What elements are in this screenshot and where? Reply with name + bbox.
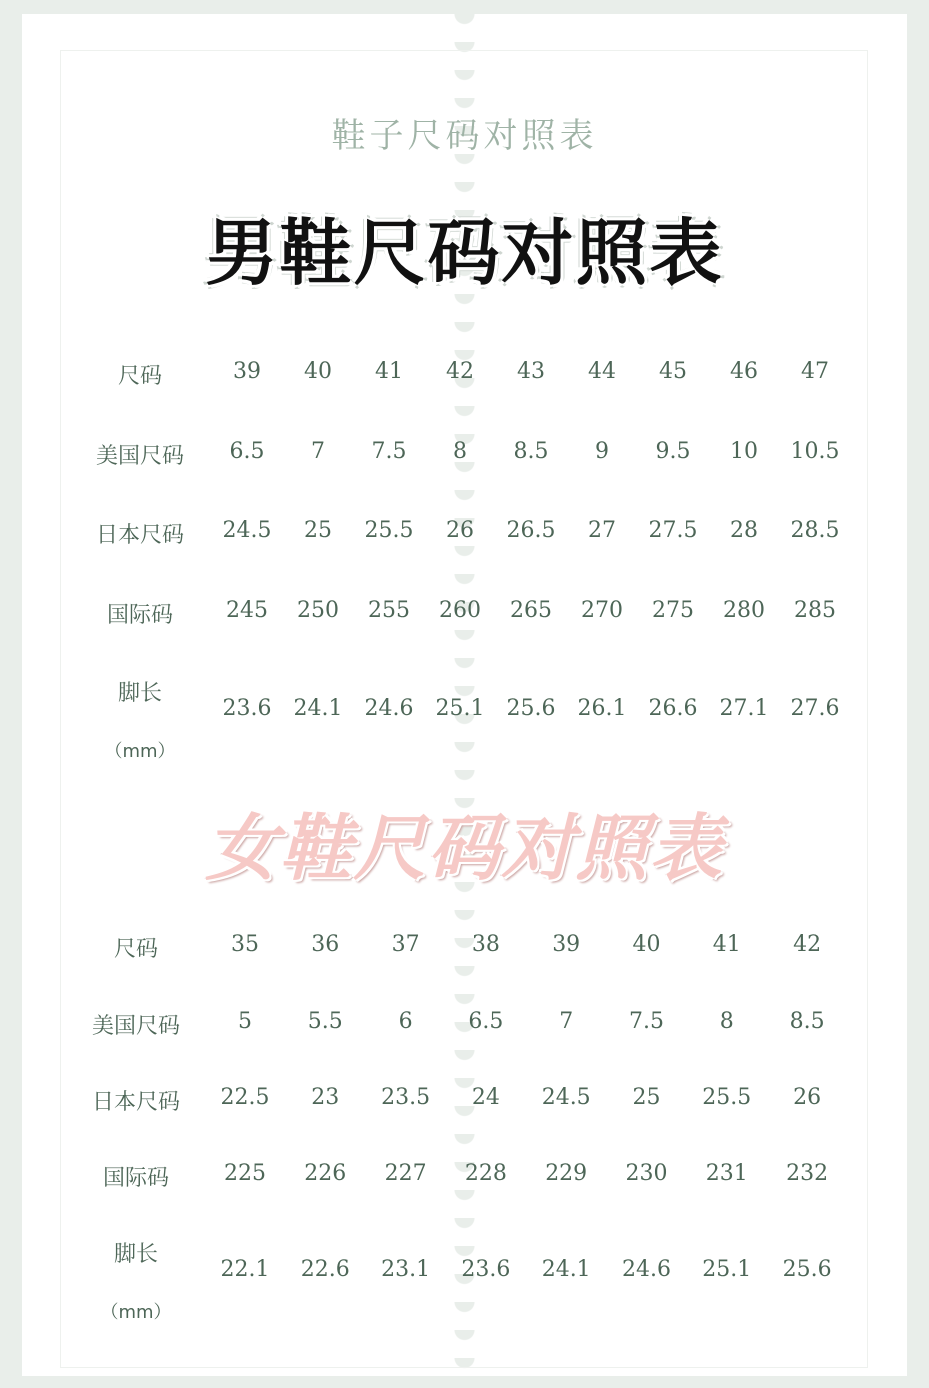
row-label-text: 脚长 — [117, 681, 163, 706]
table-cell: 227 — [384, 1161, 427, 1186]
table-cell: 40 — [632, 932, 661, 957]
table-cell: 270 — [581, 598, 623, 623]
table-cell: 229 — [545, 1161, 588, 1186]
table-cell: 24.5 — [541, 1085, 591, 1110]
row-label-unit: （mm） — [104, 741, 176, 762]
row-label-text: 尺码 — [113, 937, 159, 962]
row-label-text: 国际码 — [106, 603, 174, 628]
table-cell: 25.1 — [702, 1257, 752, 1282]
table-cell: 226 — [304, 1161, 347, 1186]
table-cell: 24 — [471, 1085, 500, 1110]
table-cell: 10 — [730, 439, 758, 464]
table-cell: 7 — [559, 1009, 574, 1034]
table-cell: 245 — [226, 598, 268, 623]
table-cell: 22.5 — [220, 1085, 270, 1110]
table-cell: 25.5 — [702, 1085, 752, 1110]
table-cell: 9 — [595, 439, 609, 464]
table-cell: 265 — [510, 598, 552, 623]
table-cell: 24.6 — [364, 696, 414, 721]
table-cell: 27.5 — [648, 518, 698, 543]
row-label — [103, 1161, 169, 1192]
row-label-text: 尺码 — [117, 364, 163, 389]
row-label — [114, 932, 158, 963]
table-cell: 231 — [705, 1161, 748, 1186]
table-cell: 232 — [786, 1161, 829, 1186]
table-cell: 23.6 — [222, 696, 272, 721]
table-cell: 22.6 — [300, 1257, 350, 1282]
table-cell: 45 — [659, 359, 687, 384]
row-label-text: 日本尺码 — [91, 1090, 181, 1115]
table-cell: 42 — [446, 359, 474, 384]
row-label — [92, 1085, 180, 1116]
row-label — [100, 1237, 171, 1324]
table-cell: 260 — [439, 598, 481, 623]
table-cell: 23.6 — [461, 1257, 511, 1282]
table-cell: 41 — [712, 932, 741, 957]
table-cell: 26 — [793, 1085, 822, 1110]
table-cell: 27 — [588, 518, 616, 543]
table-cell: 23.1 — [381, 1257, 431, 1282]
table-cell: 43 — [517, 359, 545, 384]
table-cell: 38 — [471, 932, 500, 957]
table-cell: 275 — [652, 598, 694, 623]
row-label — [96, 439, 184, 470]
table-cell: 28 — [730, 518, 758, 543]
table-cell: 44 — [588, 359, 616, 384]
row-label — [118, 359, 162, 390]
table-cell: 250 — [297, 598, 339, 623]
table-cell: 24.1 — [293, 696, 343, 721]
table-cell: 40 — [304, 359, 332, 384]
table-cell: 7 — [311, 439, 325, 464]
women-title: 女鞋尺码对照表 — [205, 806, 724, 890]
table-cell: 39 — [233, 359, 261, 384]
table-cell: 25.1 — [435, 696, 485, 721]
row-label-text: 国际码 — [102, 1166, 170, 1191]
table-cell: 26.6 — [648, 696, 698, 721]
table-cell: 26.5 — [506, 518, 556, 543]
table-cell: 24.1 — [541, 1257, 591, 1282]
table-cell: 26 — [446, 518, 474, 543]
table-cell: 280 — [723, 598, 765, 623]
table-cell: 27.6 — [790, 696, 840, 721]
table-cell: 25 — [632, 1085, 661, 1110]
table-cell: 6.5 — [229, 439, 265, 464]
row-label — [96, 518, 184, 549]
row-label — [104, 676, 175, 763]
table-cell: 6.5 — [468, 1009, 504, 1034]
table-cell: 7.5 — [629, 1009, 664, 1034]
table-cell: 5.5 — [307, 1009, 343, 1034]
table-cell: 46 — [730, 359, 758, 384]
table-cell: 24.6 — [622, 1257, 671, 1282]
table-cell: 35 — [231, 932, 259, 957]
men-title: 男鞋尺码对照表 — [205, 211, 724, 295]
table-cell: 10.5 — [790, 439, 840, 464]
table-cell: 9.5 — [655, 439, 691, 464]
row-label-text: 美国尺码 — [95, 444, 185, 469]
table-cell: 41 — [375, 359, 403, 384]
table-cell: 8.5 — [789, 1009, 825, 1034]
table-cell: 25 — [304, 518, 332, 543]
row-label-text: 脚长 — [113, 1242, 159, 1267]
table-cell: 26.1 — [577, 696, 627, 721]
table-cell: 42 — [793, 932, 822, 957]
table-cell: 28.5 — [790, 518, 840, 543]
table-cell: 8 — [719, 1009, 734, 1034]
table-cell: 23 — [311, 1085, 340, 1110]
table-cell: 25.6 — [506, 696, 556, 721]
row-label — [107, 598, 173, 629]
table-cell: 5 — [238, 1009, 252, 1034]
page-subtitle: 鞋子尺码对照表 — [331, 116, 598, 156]
table-cell: 24.5 — [222, 518, 272, 543]
table-cell: 6 — [398, 1009, 413, 1034]
row-label-text: 美国尺码 — [91, 1014, 181, 1039]
row-label-text: 日本尺码 — [95, 523, 185, 548]
table-cell: 39 — [552, 932, 581, 957]
table-cell: 255 — [368, 598, 410, 623]
table-cell: 47 — [801, 359, 829, 384]
row-label-unit: （mm） — [100, 1302, 172, 1323]
table-cell: 8 — [453, 439, 467, 464]
table-cell: 25.5 — [364, 518, 414, 543]
table-cell: 27.1 — [719, 696, 769, 721]
table-cell: 230 — [625, 1161, 668, 1186]
table-cell: 25.6 — [782, 1257, 832, 1282]
table-cell: 37 — [391, 932, 420, 957]
table-cell: 8.5 — [513, 439, 549, 464]
row-label — [92, 1009, 180, 1040]
table-cell: 228 — [464, 1161, 507, 1186]
table-cell: 22.1 — [220, 1257, 270, 1282]
table-cell: 285 — [794, 598, 836, 623]
table-cell: 225 — [224, 1161, 266, 1186]
table-cell: 7.5 — [371, 439, 407, 464]
table-cell: 23.5 — [381, 1085, 431, 1110]
table-cell: 36 — [311, 932, 340, 957]
